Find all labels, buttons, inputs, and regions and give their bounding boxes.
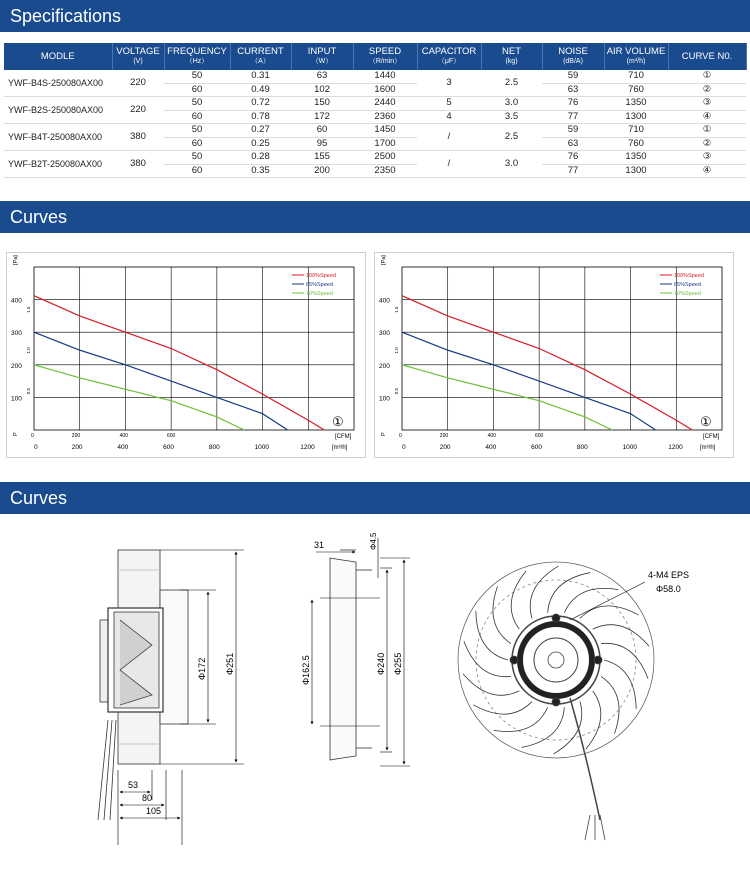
fan-blade	[593, 625, 649, 646]
table-cell: 50	[164, 97, 230, 111]
table-cell: ②	[668, 137, 746, 151]
x-tick-label-m3h: 800	[576, 444, 588, 451]
x-tick-label-m3h: 0	[34, 444, 38, 451]
table-cell: 63	[291, 70, 353, 83]
model-cell: YWF-B4S-250080AX00	[4, 70, 112, 97]
y-tick-label: 200	[379, 362, 390, 370]
fan-blade	[586, 691, 601, 749]
specifications-table	[4, 43, 747, 178]
table-cell: 0.28	[230, 151, 291, 165]
x-tick-label-m3h: 400	[117, 444, 129, 451]
table-row	[4, 124, 746, 138]
y-tick-label: 400	[379, 297, 390, 305]
table-cell: /	[417, 151, 481, 178]
side-view-drawing	[98, 550, 188, 820]
table-cell: ③	[668, 151, 746, 165]
table-cell: 5	[417, 97, 481, 111]
table-cell: 1300	[604, 110, 668, 124]
table-cell: 3	[417, 70, 481, 97]
y-tick-label-inner: 0.5	[394, 387, 399, 395]
table-cell: 0.49	[230, 83, 291, 97]
table-cell: /	[417, 124, 481, 151]
table-header: VOLTAGE (V)	[112, 43, 164, 70]
y-axis-symbol: P	[13, 432, 19, 436]
table-cell: 150	[291, 97, 353, 111]
table-header: MODLE	[4, 43, 112, 70]
y-tick-label: 100	[11, 395, 22, 403]
table-cell: 60	[291, 124, 353, 138]
table-row	[4, 97, 746, 111]
table-cell: 76	[542, 97, 604, 111]
table-header: CAPACITOR （μF）	[417, 43, 481, 70]
legend-label: 70%Speed	[306, 291, 333, 297]
table-header: FREQUENCY （Hz）	[164, 43, 230, 70]
curve-number-label: ①	[700, 414, 712, 429]
table-cell: 102	[291, 83, 353, 97]
y-tick-label-inner: 0.5	[26, 387, 31, 395]
dim-31: 31	[314, 540, 325, 550]
table-header: NOISE (dB/A)	[542, 43, 604, 70]
fan-blade	[493, 586, 511, 643]
table-header: CURVE N0.	[668, 43, 746, 70]
table-cell: 4	[417, 110, 481, 124]
y-axis-symbol: P	[381, 432, 387, 436]
legend-label: 100%Speed	[306, 273, 336, 279]
table-cell: 155	[291, 151, 353, 165]
table-cell: ①	[668, 124, 746, 138]
model-cell: YWF-B2S-250080AX00	[4, 97, 112, 124]
fan-blade	[473, 702, 532, 715]
y-tick-label-inner: 1.5	[26, 306, 31, 313]
table-header: CURRENT （A）	[230, 43, 291, 70]
legend-label: 70%Speed	[674, 291, 701, 297]
table-cell: 59	[542, 70, 604, 83]
x-tick-label-cfm: 200	[71, 433, 81, 439]
x-tick-label-m3h: 1200	[300, 444, 315, 451]
table-header: INPUT （W）	[291, 43, 353, 70]
table-cell: 60	[164, 164, 230, 178]
table-header: SPEED （R/min）	[353, 43, 417, 70]
table-cell: 2.5	[481, 70, 542, 97]
table-cell: 1440	[353, 70, 417, 83]
x-unit-cfm: [CFM]	[335, 434, 352, 440]
dim-phi251: Φ251	[225, 652, 235, 675]
x-tick-label-m3h: 1000	[622, 444, 638, 451]
table-header: NET (kg)	[481, 43, 542, 70]
x-tick-label-m3h: 600	[163, 444, 175, 451]
fan-blade	[604, 660, 636, 709]
y-tick-label: 300	[11, 330, 22, 338]
table-cell: 3.0	[481, 151, 542, 178]
x-tick-label-m3h: 0	[402, 444, 406, 451]
table-cell: 1450	[353, 124, 417, 138]
table-cell: 77	[542, 110, 604, 124]
table-cell: 760	[604, 83, 668, 97]
table-cell: 0.31	[230, 70, 291, 83]
performance-chart-right	[374, 252, 734, 458]
model-cell: YWF-B4T-250080AX00	[4, 124, 112, 151]
table-cell: 0.25	[230, 137, 291, 151]
y-tick-label: 100	[379, 395, 390, 403]
y-tick-label-inner: 1.0	[394, 347, 399, 354]
x-tick-label-cfm: 0	[399, 433, 402, 439]
table-cell: 710	[604, 124, 668, 138]
y-tick-label-inner: 1.0	[26, 347, 31, 354]
x-unit-m3h: [m³/h]	[332, 445, 348, 451]
table-cell: 60	[164, 137, 230, 151]
table-cell: 1350	[604, 151, 668, 165]
y-unit: [Pa]	[381, 255, 387, 265]
performance-chart-left	[6, 252, 366, 458]
table-cell: 50	[164, 124, 230, 138]
dim-53: 53	[128, 780, 139, 790]
fan-blade	[463, 674, 519, 695]
table-cell: 1600	[353, 83, 417, 97]
table-cell: 60	[164, 110, 230, 124]
table-cell: 220	[112, 97, 164, 124]
section-header-curves: Curves	[0, 201, 750, 233]
x-unit-m3h: [m³/h]	[700, 445, 716, 451]
table-cell: 63	[542, 137, 604, 151]
table-cell: 95	[291, 137, 353, 151]
label-4-m4-eps: 4-M4 EPS	[648, 570, 690, 580]
fan-blade	[476, 611, 508, 660]
table-header: AIR VOLUME (m³/h)	[604, 43, 668, 70]
table-row	[4, 70, 746, 83]
x-tick-label-m3h: 1200	[668, 444, 683, 451]
dim-phi240: Φ240	[376, 652, 386, 675]
x-tick-label-m3h: 200	[71, 444, 83, 451]
table-cell: 0.78	[230, 110, 291, 124]
table-cell: 2440	[353, 97, 417, 111]
dim-phi172: Φ172	[197, 657, 207, 680]
x-tick-label-cfm: 200	[439, 433, 449, 439]
table-cell: 200	[291, 164, 353, 178]
table-cell: 220	[112, 70, 164, 97]
x-tick-label-m3h: 600	[531, 444, 543, 451]
y-tick-label: 200	[11, 362, 22, 370]
table-cell: 63	[542, 83, 604, 97]
x-tick-label-cfm: 400	[119, 433, 128, 439]
table-cell: 76	[542, 151, 604, 165]
x-unit-cfm: [CFM]	[703, 434, 720, 440]
table-cell: 1300	[604, 164, 668, 178]
table-cell: 2.5	[481, 124, 542, 151]
dim-80: 80	[142, 793, 153, 803]
table-cell: 1350	[604, 97, 668, 111]
y-unit: [Pa]	[13, 255, 19, 265]
table-row	[4, 151, 746, 165]
section-header-drawings: Curves	[0, 482, 750, 514]
table-cell: 2360	[353, 110, 417, 124]
front-view-drawing	[458, 562, 654, 840]
fan-blade	[580, 606, 639, 619]
fan-blade	[601, 676, 619, 733]
dim-105: 105	[146, 806, 162, 816]
x-tick-label-m3h: 200	[439, 444, 451, 451]
fan-blade	[494, 707, 548, 731]
table-cell: 0.27	[230, 124, 291, 138]
dim-phi162-5: Φ162.5	[301, 655, 311, 685]
y-tick-label: 300	[379, 330, 390, 338]
table-cell: 50	[164, 151, 230, 165]
technical-drawings	[0, 520, 750, 880]
table-cell: ④	[668, 164, 746, 178]
legend-label: 100%Speed	[674, 273, 704, 279]
table-cell: 0.72	[230, 97, 291, 111]
table-cell: 60	[164, 83, 230, 97]
dim-phi4-5: Φ4.5	[369, 532, 378, 550]
table-cell: ①	[668, 70, 746, 83]
dim-phi255: Φ255	[393, 652, 403, 675]
section-view-drawing	[330, 550, 372, 760]
x-tick-label-cfm: 400	[487, 433, 496, 439]
table-cell: ③	[668, 97, 746, 111]
table-cell: 760	[604, 137, 668, 151]
x-tick-label-m3h: 800	[208, 444, 220, 451]
table-cell: 50	[164, 70, 230, 83]
x-tick-label-cfm: 600	[167, 433, 176, 439]
table-cell: 380	[112, 124, 164, 151]
table-cell: 77	[542, 164, 604, 178]
table-cell: 2500	[353, 151, 417, 165]
table-cell: 0.35	[230, 164, 291, 178]
x-tick-label-cfm: 600	[535, 433, 544, 439]
legend-label: 85%Speed	[674, 282, 701, 288]
label-phi58: Φ58.0	[656, 584, 681, 594]
table-cell: 2350	[353, 164, 417, 178]
x-tick-label-m3h: 400	[485, 444, 497, 451]
x-tick-label-m3h: 1000	[254, 444, 270, 451]
fan-blade	[511, 571, 526, 629]
model-cell: YWF-B2T-250080AX00	[4, 151, 112, 178]
table-cell: 172	[291, 110, 353, 124]
table-cell: 59	[542, 124, 604, 138]
table-cell: 710	[604, 70, 668, 83]
table-cell: ②	[668, 83, 746, 97]
table-cell: 1700	[353, 137, 417, 151]
x-tick-label-cfm: 0	[31, 433, 34, 439]
table-cell: 3.5	[481, 110, 542, 124]
table-cell: 380	[112, 151, 164, 178]
section-header-specifications: Specifications	[0, 0, 750, 32]
table-cell: ④	[668, 110, 746, 124]
legend-label: 85%Speed	[306, 282, 333, 288]
table-cell: 3.0	[481, 97, 542, 111]
y-tick-label: 400	[11, 297, 22, 305]
curve-number-label: ①	[332, 414, 344, 429]
y-tick-label-inner: 1.5	[394, 306, 399, 313]
